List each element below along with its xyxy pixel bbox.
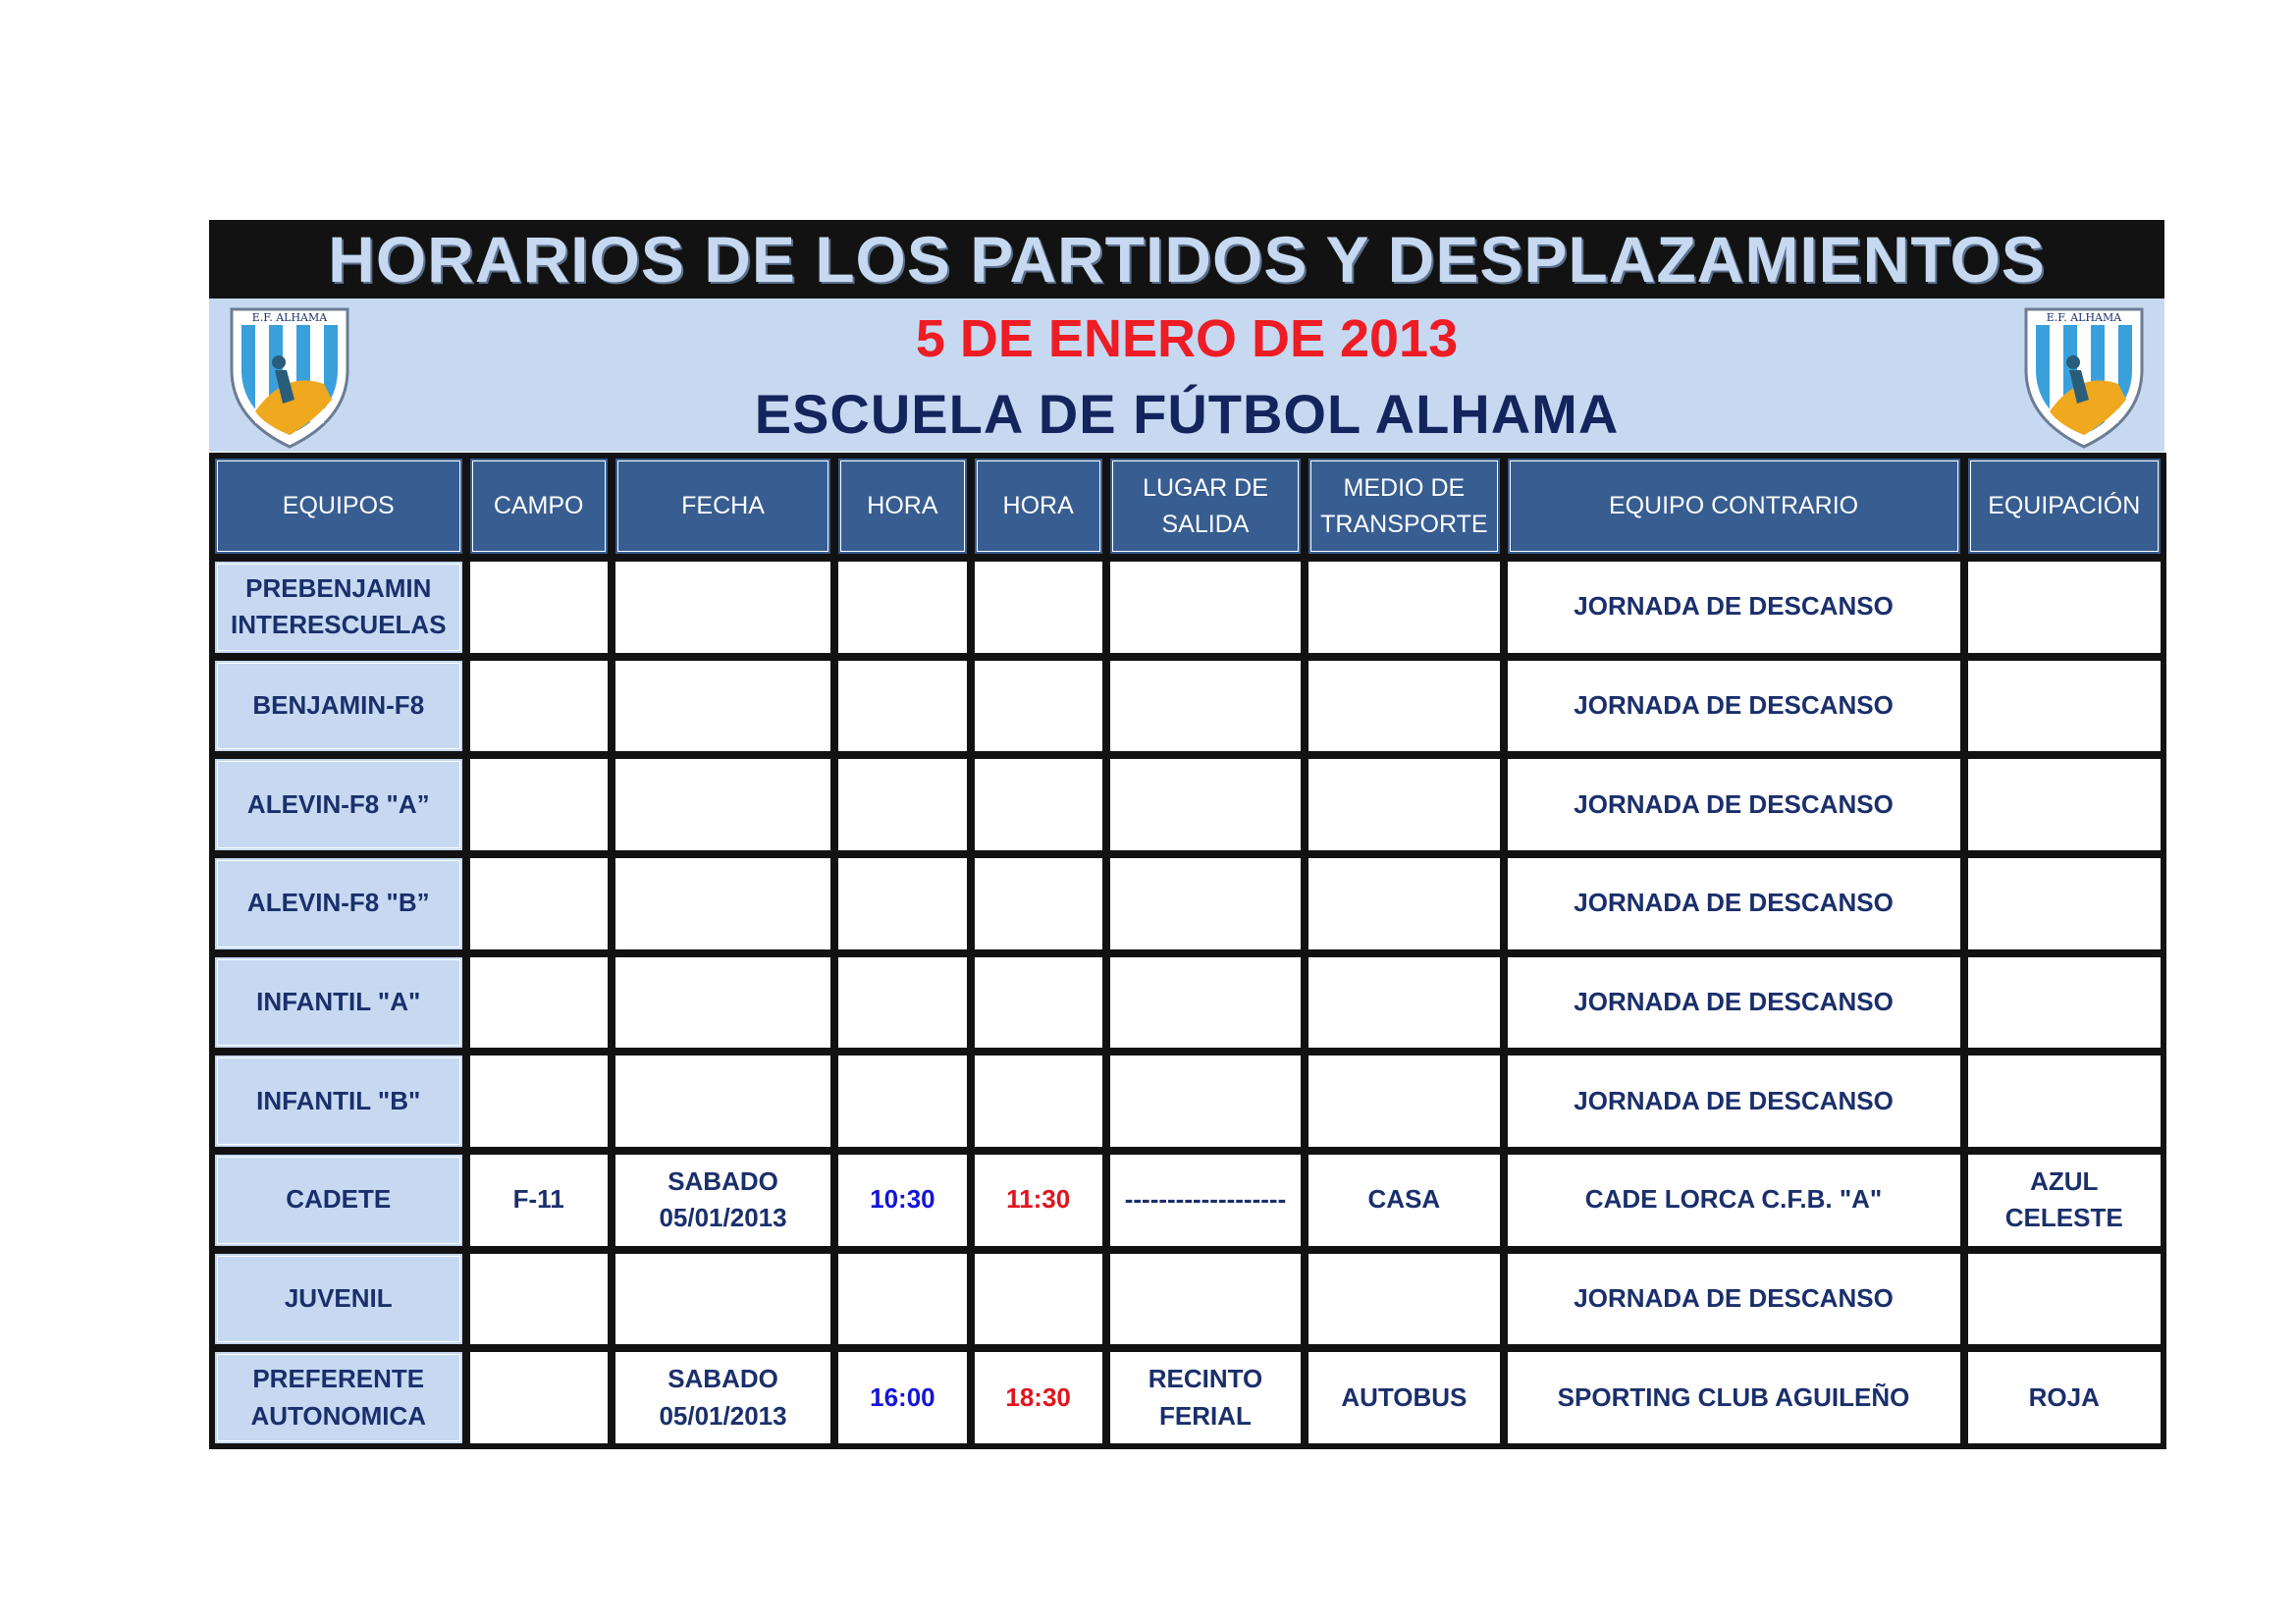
schedule-sheet [209, 220, 2164, 452]
cell-campo [468, 856, 610, 951]
cell-equipacion [1966, 1054, 2163, 1149]
cell-hora-inicio [836, 1054, 968, 1149]
cell-campo [468, 757, 610, 852]
cell-fecha [614, 1054, 832, 1149]
cell-equipo-contrario: JORNADA DE DESCANSO [1506, 1054, 1962, 1149]
cell-hora-fin [973, 955, 1104, 1051]
table-row [213, 1252, 2163, 1347]
table-row [213, 659, 2163, 754]
cell-lugar-salida: ------------------- [1108, 1153, 1303, 1248]
cell-hora-fin [973, 1054, 1104, 1149]
cell-transporte [1307, 1252, 1501, 1347]
cell-equipo-contrario: JORNADA DE DESCANSO [1506, 757, 1962, 852]
header-banner [209, 298, 2164, 452]
cell-hora-inicio [836, 955, 968, 1051]
schedule-table [209, 453, 2166, 1449]
table-row [213, 955, 2163, 1051]
title-bar [209, 220, 2164, 298]
cell-campo: F-11 [468, 1153, 610, 1248]
table-row [213, 757, 2163, 852]
cell-hora-inicio [836, 1252, 968, 1347]
cell-equipo-contrario: JORNADA DE DESCANSO [1506, 560, 1962, 655]
cell-hora-fin [973, 757, 1104, 852]
cell-lugar-salida [1108, 955, 1303, 1051]
table-row [213, 1153, 2163, 1248]
cell-fecha [614, 955, 832, 1051]
cell-equipo: ALEVIN-F8 "B” [213, 856, 464, 951]
column-header-hora-fin: HORA [973, 457, 1104, 556]
school-name: ESCUELA DE FÚTBOL ALHAMA [754, 383, 1620, 445]
cell-equipo-contrario: SPORTING CLUB AGUILEÑO [1506, 1350, 1962, 1445]
page-title: HORARIOS DE LOS PARTIDOS Y DESPLAZAMIENTOS [328, 223, 2046, 296]
cell-equipo-contrario: JORNADA DE DESCANSO [1506, 955, 1962, 1051]
cell-campo [468, 1350, 610, 1445]
cell-hora-inicio [836, 560, 968, 655]
cell-transporte [1307, 560, 1501, 655]
column-header-hora-inicio: HORA [836, 457, 968, 556]
cell-lugar-salida [1108, 1054, 1303, 1149]
cell-campo [468, 560, 610, 655]
cell-campo [468, 1054, 610, 1149]
cell-fecha [614, 1252, 832, 1347]
cell-equipacion: ROJA [1966, 1350, 2163, 1445]
cell-transporte [1307, 1054, 1501, 1149]
cell-fecha: SABADO 05/01/2013 [614, 1153, 832, 1248]
cell-equipo-contrario: JORNADA DE DESCANSO [1506, 856, 1962, 951]
column-header-fecha: FECHA [614, 457, 832, 556]
column-header-equipo-contrario: EQUIPO CONTRARIO [1506, 457, 1962, 556]
table-row [213, 1054, 2163, 1149]
cell-equipo: PREBENJAMIN INTERESCUELAS [213, 560, 464, 655]
column-header-campo: CAMPO [468, 457, 610, 556]
cell-equipacion [1966, 1252, 2163, 1347]
cell-equipacion [1966, 659, 2163, 754]
table-row [213, 1350, 2163, 1445]
cell-equipo: INFANTIL "A" [213, 955, 464, 1051]
cell-hora-inicio [836, 757, 968, 852]
cell-hora-fin: 11:30 [973, 1153, 1104, 1248]
cell-lugar-salida [1108, 757, 1303, 852]
cell-equipo: JUVENIL [213, 1252, 464, 1347]
cell-transporte [1307, 757, 1501, 852]
table-row [213, 560, 2163, 655]
cell-hora-inicio: 16:00 [836, 1350, 968, 1445]
cell-transporte: AUTOBUS [1307, 1350, 1501, 1445]
match-date: 5 DE ENERO DE 2013 [915, 309, 1459, 368]
club-crest-icon [2020, 301, 2148, 451]
cell-equipo: ALEVIN-F8 "A” [213, 757, 464, 852]
cell-hora-fin [973, 659, 1104, 754]
cell-hora-inicio: 10:30 [836, 1153, 968, 1248]
cell-equipo-contrario: JORNADA DE DESCANSO [1506, 1252, 1962, 1347]
cell-hora-fin [973, 560, 1104, 655]
cell-hora-fin: 18:30 [973, 1350, 1104, 1445]
cell-campo [468, 1252, 610, 1347]
cell-lugar-salida [1108, 856, 1303, 951]
table-row [213, 856, 2163, 951]
cell-fecha [614, 560, 832, 655]
svg-text:E.F. ALHAMA: E.F. ALHAMA [2046, 311, 2122, 324]
cell-fecha [614, 856, 832, 951]
cell-lugar-salida: RECINTO FERIAL [1108, 1350, 1303, 1445]
cell-fecha [614, 757, 832, 852]
cell-equipo: PREFERENTE AUTONOMICA [213, 1350, 464, 1445]
cell-lugar-salida [1108, 560, 1303, 655]
cell-transporte: CASA [1307, 1153, 1501, 1248]
cell-equipacion [1966, 955, 2163, 1051]
cell-campo [468, 955, 610, 1051]
cell-lugar-salida [1108, 659, 1303, 754]
cell-transporte [1307, 659, 1501, 754]
svg-text:E.F. ALHAMA: E.F. ALHAMA [251, 311, 328, 324]
cell-hora-inicio [836, 856, 968, 951]
cell-equipacion: AZUL CELESTE [1966, 1153, 2163, 1248]
column-header-equipos: EQUIPOS [213, 457, 464, 556]
column-header-equipacion: EQUIPACIÓN [1966, 457, 2163, 556]
cell-equipo: CADETE [213, 1153, 464, 1248]
cell-fecha [614, 659, 832, 754]
cell-equipo: INFANTIL "B" [213, 1054, 464, 1149]
cell-equipo-contrario: CADE LORCA C.F.B. "A" [1506, 1153, 1962, 1248]
cell-transporte [1307, 856, 1501, 951]
cell-equipacion [1966, 757, 2163, 852]
cell-campo [468, 659, 610, 754]
cell-hora-inicio [836, 659, 968, 754]
cell-equipo-contrario: JORNADA DE DESCANSO [1506, 659, 1962, 754]
cell-hora-fin [973, 856, 1104, 951]
cell-transporte [1307, 955, 1501, 1051]
cell-equipacion [1966, 856, 2163, 951]
cell-equipacion [1966, 560, 2163, 655]
column-header-transporte: MEDIO DE TRANSPORTE [1307, 457, 1501, 556]
cell-hora-fin [973, 1252, 1104, 1347]
table-header-row [213, 457, 2163, 556]
cell-lugar-salida [1108, 1252, 1303, 1347]
column-header-lugar-salida: LUGAR DE SALIDA [1108, 457, 1303, 556]
cell-fecha: SABADO 05/01/2013 [614, 1350, 832, 1445]
cell-equipo: BENJAMIN-F8 [213, 659, 464, 754]
